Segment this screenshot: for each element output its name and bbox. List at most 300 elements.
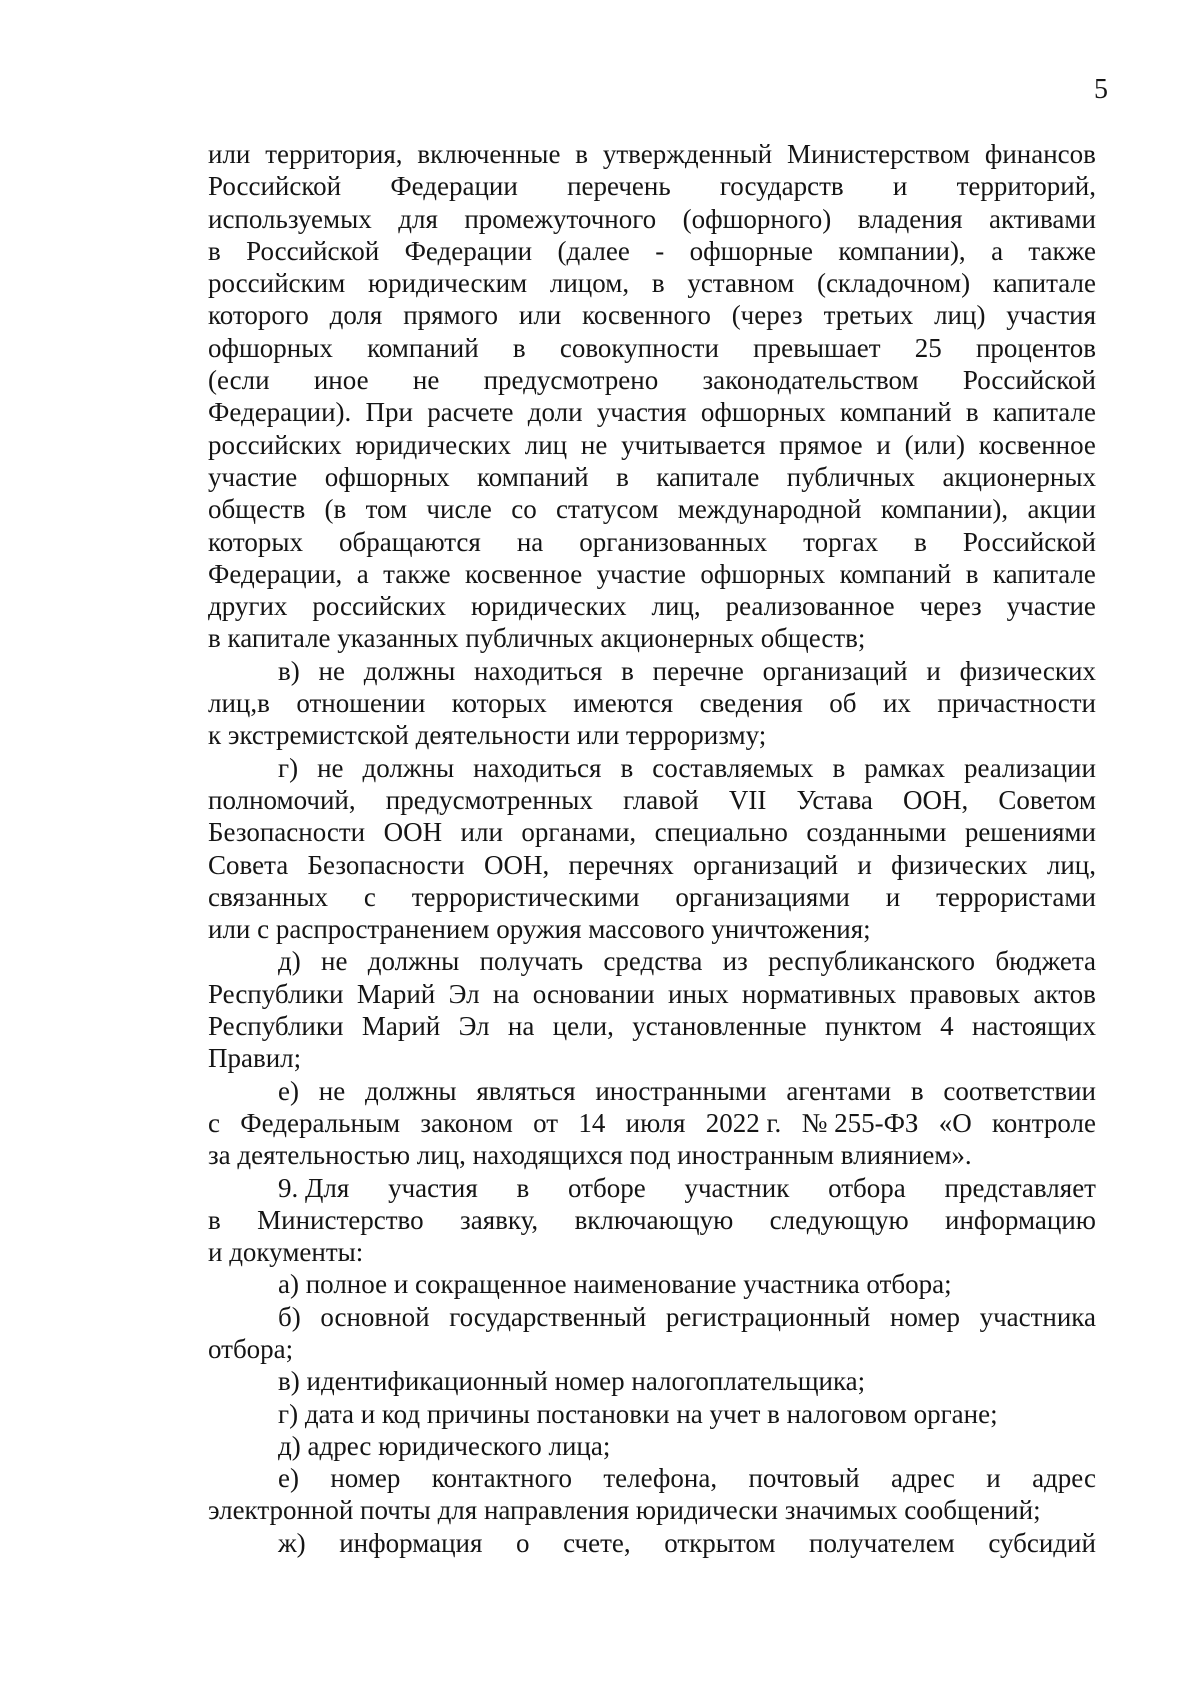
text-fragment: организованных bbox=[579, 526, 768, 557]
text-fragment: Министерством bbox=[786, 139, 971, 169]
text-fragment: в) идентификационный номер налогоплательщика; bbox=[278, 1366, 866, 1397]
text-fragment: совокупности bbox=[559, 332, 719, 363]
text-fragment: прямое bbox=[779, 429, 863, 460]
text-fragment: установленные bbox=[632, 1011, 807, 1042]
text-fragment: Марий bbox=[361, 1011, 441, 1042]
text-fragment: государственный bbox=[449, 1301, 647, 1332]
text-line bbox=[208, 622, 1096, 654]
text-fragment: или bbox=[460, 817, 503, 848]
text-fragment: других bbox=[208, 591, 288, 622]
text-line bbox=[208, 170, 1096, 202]
text-line bbox=[208, 1527, 1096, 1559]
text-fragment: средства bbox=[603, 946, 703, 977]
text-fragment: Федерации, bbox=[208, 558, 343, 589]
text-fragment: ООН bbox=[383, 817, 443, 848]
text-fragment: и bbox=[892, 171, 908, 202]
text-fragment: участие bbox=[208, 461, 298, 492]
text-fragment: владения bbox=[857, 203, 963, 234]
text-fragment: российским bbox=[208, 268, 346, 299]
text-fragment: главой bbox=[623, 784, 699, 815]
text-fragment: е) bbox=[278, 1463, 299, 1494]
text-fragment: г) bbox=[278, 752, 299, 783]
text-fragment: рамках bbox=[864, 752, 945, 783]
text-fragment: контактного bbox=[431, 1463, 572, 1494]
text-fragment: террористами bbox=[936, 881, 1096, 912]
text-fragment: международной bbox=[677, 494, 862, 525]
text-line bbox=[208, 235, 1096, 267]
text-fragment: г) дата и код причины постановки на учет в налоговом органе; bbox=[278, 1398, 998, 1429]
text-fragment: компаний bbox=[839, 558, 952, 589]
text-line bbox=[208, 687, 1096, 719]
text-fragment: 4 bbox=[940, 1011, 954, 1042]
text-fragment: офшорных bbox=[208, 332, 333, 363]
text-fragment: адрес bbox=[1032, 1463, 1096, 1494]
text-fragment: компании), bbox=[838, 235, 966, 266]
text-fragment: с bbox=[363, 881, 376, 912]
text-fragment: а bbox=[991, 235, 1004, 266]
text-fragment: не bbox=[580, 429, 608, 460]
text-fragment: не bbox=[318, 1075, 346, 1106]
text-fragment: республиканского bbox=[768, 946, 976, 977]
text-fragment: в) bbox=[278, 655, 300, 686]
text-fragment: и bbox=[857, 849, 872, 880]
text-fragment: (в bbox=[324, 494, 347, 525]
text-fragment: или bbox=[208, 139, 251, 169]
text-fragment: территорий, bbox=[956, 171, 1096, 202]
text-fragment: из bbox=[722, 946, 748, 977]
text-fragment: обществ bbox=[208, 494, 306, 525]
text-fragment: а) полное и сокращенное наименование участника отбора; bbox=[278, 1269, 952, 1300]
text-line bbox=[208, 1172, 1096, 1204]
text-fragment: субсидий bbox=[988, 1527, 1096, 1558]
text-fragment: российских bbox=[312, 591, 446, 622]
text-fragment: и bbox=[885, 881, 901, 912]
text-fragment: юридических bbox=[355, 429, 511, 460]
text-fragment: офшорные bbox=[689, 235, 813, 266]
text-fragment: информация bbox=[339, 1527, 483, 1558]
text-fragment: Российской bbox=[246, 235, 380, 266]
text-fragment: реализации bbox=[963, 752, 1096, 783]
text-fragment: д) адрес юридического лица; bbox=[278, 1430, 611, 1461]
text-fragment: для bbox=[398, 203, 438, 234]
text-fragment: настоящих bbox=[971, 1011, 1096, 1042]
text-fragment: - bbox=[655, 235, 665, 266]
text-fragment: капитале bbox=[992, 397, 1096, 428]
text-fragment: включающую bbox=[574, 1204, 734, 1235]
text-fragment: «О bbox=[938, 1107, 972, 1138]
text-fragment: ж) bbox=[278, 1527, 306, 1558]
text-fragment: (складочном) bbox=[816, 268, 971, 299]
text-fragment: номер bbox=[889, 1301, 960, 1332]
text-fragment: открытом bbox=[664, 1527, 776, 1558]
text-fragment: капитале bbox=[992, 268, 1096, 299]
text-fragment: утвержденный bbox=[602, 139, 773, 169]
text-fragment: 9. Для bbox=[278, 1172, 350, 1203]
text-fragment: лиц bbox=[524, 429, 568, 460]
text-fragment: которого bbox=[208, 300, 309, 331]
text-fragment: Устава bbox=[796, 784, 873, 815]
text-fragment: цели, bbox=[552, 1011, 614, 1042]
text-fragment: финансов bbox=[984, 139, 1096, 169]
text-fragment: регистрационный bbox=[665, 1301, 871, 1332]
text-fragment: в bbox=[965, 397, 979, 428]
text-line bbox=[208, 332, 1096, 364]
text-fragment: Безопасности bbox=[208, 817, 366, 848]
text-fragment: участие bbox=[596, 558, 686, 589]
text-fragment: участник bbox=[684, 1172, 790, 1203]
text-fragment: которых bbox=[208, 526, 303, 557]
text-fragment: е) bbox=[278, 1075, 299, 1106]
text-fragment: 25 bbox=[914, 332, 942, 363]
text-line bbox=[208, 1301, 1096, 1333]
text-fragment: лиц,в bbox=[208, 688, 270, 719]
text-fragment: не bbox=[318, 655, 345, 686]
text-fragment: третьих bbox=[823, 300, 914, 331]
text-line bbox=[208, 913, 1096, 945]
text-fragment: Российской bbox=[208, 171, 342, 202]
text-fragment: в bbox=[512, 332, 526, 363]
text-fragment: активами bbox=[989, 203, 1096, 234]
text-fragment: юридических bbox=[470, 591, 627, 622]
text-fragment: на bbox=[492, 978, 520, 1009]
text-fragment: капитале bbox=[656, 461, 760, 492]
text-fragment: имеются bbox=[573, 688, 674, 719]
text-fragment: иностранными bbox=[595, 1075, 767, 1106]
text-line bbox=[208, 1010, 1096, 1042]
text-fragment: в капитале указанных публичных акционерных обществ; bbox=[208, 623, 866, 654]
text-fragment: учитывается bbox=[621, 429, 766, 460]
text-line bbox=[208, 1462, 1096, 1494]
text-fragment: обращаются bbox=[338, 526, 481, 557]
text-fragment: пунктом bbox=[825, 1011, 922, 1042]
text-fragment: законом bbox=[420, 1107, 513, 1138]
text-fragment: офшорных bbox=[700, 558, 826, 589]
text-fragment: контроле bbox=[992, 1107, 1096, 1138]
text-fragment: организаций bbox=[693, 849, 839, 880]
text-fragment: Правил; bbox=[208, 1043, 302, 1074]
text-fragment: лицом, bbox=[549, 268, 630, 299]
text-fragment: актов bbox=[1033, 978, 1096, 1009]
text-line bbox=[208, 590, 1096, 622]
text-fragment: и документы: bbox=[208, 1237, 364, 1268]
text-fragment: том bbox=[365, 494, 408, 525]
text-fragment: юридическим bbox=[367, 268, 528, 299]
text-fragment: (далее bbox=[557, 235, 630, 266]
text-fragment: компаний bbox=[367, 332, 479, 363]
text-fragment: находиться bbox=[473, 752, 602, 783]
text-line bbox=[208, 1204, 1096, 1236]
text-fragment: созданными bbox=[806, 817, 947, 848]
text-fragment: предусмотрено bbox=[483, 365, 659, 396]
text-fragment: не bbox=[317, 752, 344, 783]
text-fragment: законодательством bbox=[702, 365, 919, 396]
text-fragment: участника bbox=[979, 1301, 1096, 1332]
text-fragment: агентами bbox=[786, 1075, 892, 1106]
text-fragment: и bbox=[876, 429, 891, 460]
text-fragment: Российской bbox=[962, 365, 1096, 396]
text-line bbox=[208, 299, 1096, 331]
text-fragment: Марий bbox=[356, 978, 436, 1009]
text-line bbox=[208, 138, 1096, 170]
text-fragment: организаций bbox=[762, 655, 908, 686]
text-fragment: доля bbox=[329, 300, 383, 331]
text-fragment: также bbox=[1028, 235, 1096, 266]
text-fragment: (через bbox=[731, 300, 803, 331]
text-line bbox=[208, 429, 1096, 461]
text-fragment: прямого bbox=[403, 300, 499, 331]
text-fragment: организациями bbox=[675, 881, 850, 912]
text-fragment: почтовый bbox=[748, 1463, 860, 1494]
text-fragment: в bbox=[910, 1075, 924, 1106]
text-fragment: участие bbox=[1006, 591, 1096, 622]
text-fragment: о bbox=[516, 1527, 530, 1558]
text-fragment: статусом bbox=[556, 494, 659, 525]
text-line bbox=[208, 1042, 1096, 1074]
text-fragment: их bbox=[882, 688, 911, 719]
text-fragment: адрес bbox=[890, 1463, 955, 1494]
text-fragment: об bbox=[829, 688, 857, 719]
text-fragment: соответствии bbox=[943, 1075, 1096, 1106]
text-fragment: отборе bbox=[568, 1172, 646, 1203]
text-fragment: отбора bbox=[828, 1172, 906, 1203]
text-fragment: физических bbox=[891, 849, 1028, 880]
text-fragment: компаний bbox=[840, 397, 952, 428]
text-fragment: Федерации bbox=[404, 235, 533, 266]
text-fragment: используемых bbox=[208, 203, 372, 234]
text-line bbox=[208, 1365, 1096, 1397]
text-fragment: и bbox=[926, 655, 941, 686]
text-fragment: 14 bbox=[578, 1107, 606, 1138]
text-fragment: решениями bbox=[964, 817, 1096, 848]
text-fragment: Республики bbox=[208, 1011, 344, 1042]
text-line bbox=[208, 881, 1096, 913]
text-fragment: полномочий, bbox=[208, 784, 356, 815]
text-fragment: акции bbox=[1027, 494, 1096, 525]
text-fragment: офшорных bbox=[324, 461, 450, 492]
text-line bbox=[208, 752, 1096, 784]
text-fragment: за деятельностью лиц, находящихся под иностранным влиянием». bbox=[208, 1140, 972, 1171]
text-fragment: или с распространением оружия массового уничтожения; bbox=[208, 914, 871, 945]
text-fragment: № 255-ФЗ bbox=[801, 1107, 919, 1138]
text-fragment: отношении bbox=[296, 688, 426, 719]
text-fragment: являться bbox=[476, 1075, 576, 1106]
text-fragment: причастности bbox=[937, 688, 1096, 719]
text-fragment: Эл bbox=[448, 978, 480, 1009]
text-line bbox=[208, 461, 1096, 493]
text-fragment: компании), bbox=[880, 494, 1009, 525]
text-line bbox=[208, 396, 1096, 428]
text-fragment: связанных bbox=[208, 881, 328, 912]
text-fragment: публичных bbox=[786, 461, 915, 492]
text-fragment: следующую bbox=[769, 1204, 909, 1235]
text-fragment: лиц, bbox=[651, 591, 701, 622]
text-fragment: и bbox=[986, 1463, 1001, 1494]
text-fragment: сведения bbox=[699, 688, 803, 719]
text-fragment: доли bbox=[527, 397, 583, 428]
text-fragment: должны bbox=[362, 752, 455, 783]
text-fragment: не bbox=[321, 946, 348, 977]
text-fragment: предусмотренных bbox=[385, 784, 593, 815]
text-fragment: со bbox=[511, 494, 537, 525]
text-fragment: Безопасности bbox=[307, 849, 465, 880]
text-fragment: должны bbox=[363, 655, 456, 686]
text-fragment: электронной почты для направления юридически значимых сообщений; bbox=[208, 1495, 1041, 1526]
text-fragment: с bbox=[208, 1107, 220, 1138]
text-fragment: участия bbox=[1006, 300, 1096, 331]
text-line bbox=[208, 1268, 1096, 1300]
text-fragment: в bbox=[516, 1172, 530, 1203]
text-fragment: участия bbox=[596, 397, 687, 428]
text-fragment: д) bbox=[278, 946, 301, 977]
text-line bbox=[208, 1430, 1096, 1462]
text-fragment: террористическими bbox=[411, 881, 640, 912]
text-line bbox=[208, 526, 1096, 558]
text-fragment: в bbox=[914, 526, 927, 557]
text-line bbox=[208, 1075, 1096, 1107]
text-fragment: информацию bbox=[945, 1204, 1096, 1235]
text-fragment: Советом bbox=[998, 784, 1096, 815]
text-fragment: расчете bbox=[427, 397, 514, 428]
text-fragment: должны bbox=[367, 946, 460, 977]
text-fragment: акционерных bbox=[942, 461, 1096, 492]
text-fragment: перечень bbox=[567, 171, 671, 202]
text-fragment: через bbox=[919, 591, 982, 622]
text-line bbox=[208, 203, 1096, 235]
text-fragment: иное bbox=[313, 365, 369, 396]
text-fragment: Федерации). bbox=[208, 397, 352, 428]
text-fragment: в bbox=[208, 235, 221, 266]
text-fragment: которых bbox=[451, 688, 547, 719]
text-line bbox=[208, 945, 1096, 977]
text-line bbox=[208, 267, 1096, 299]
text-fragment: При bbox=[365, 397, 413, 428]
text-fragment: специально bbox=[654, 817, 788, 848]
text-fragment: представляет bbox=[944, 1172, 1096, 1203]
text-fragment: торгах bbox=[803, 526, 879, 557]
text-fragment: (если bbox=[208, 365, 270, 396]
text-fragment: получателем bbox=[809, 1527, 955, 1558]
text-fragment: отбора; bbox=[208, 1333, 294, 1364]
text-fragment: на bbox=[507, 1011, 535, 1042]
text-line bbox=[208, 784, 1096, 816]
text-line bbox=[208, 849, 1096, 881]
text-fragment: российских bbox=[208, 429, 342, 460]
text-fragment: реализованное bbox=[725, 591, 895, 622]
text-fragment: составляемых bbox=[652, 752, 814, 783]
text-line bbox=[208, 558, 1096, 590]
text-fragment: Федеральным bbox=[240, 1107, 401, 1138]
text-fragment: к экстремистской деятельности или терроризму; bbox=[208, 720, 767, 751]
text-fragment: основании bbox=[532, 978, 655, 1009]
text-fragment: (или) bbox=[904, 429, 965, 460]
text-fragment: нормативных bbox=[741, 978, 897, 1009]
text-fragment: офшорных bbox=[700, 397, 826, 428]
text-line bbox=[208, 1494, 1096, 1526]
page-number: 5 bbox=[1094, 74, 1108, 105]
text-fragment: в bbox=[575, 139, 589, 169]
text-fragment: физических bbox=[959, 655, 1096, 686]
text-fragment: получать bbox=[479, 946, 584, 977]
text-line bbox=[208, 1236, 1096, 1268]
text-fragment: капитале bbox=[992, 558, 1096, 589]
text-fragment: включенные bbox=[417, 139, 561, 169]
text-line bbox=[208, 493, 1096, 525]
text-fragment: б) bbox=[278, 1301, 301, 1332]
text-fragment: (офшорного) bbox=[682, 203, 832, 234]
text-fragment: бюджета bbox=[995, 946, 1096, 977]
text-fragment: телефона, bbox=[603, 1463, 718, 1494]
text-fragment: счете, bbox=[563, 1527, 631, 1558]
text-fragment: в bbox=[621, 655, 634, 686]
text-fragment: заявку, bbox=[460, 1204, 539, 1235]
text-fragment: от bbox=[533, 1107, 559, 1138]
text-fragment: Российской bbox=[962, 526, 1096, 557]
text-fragment: Совета bbox=[208, 849, 289, 880]
text-fragment: находиться bbox=[474, 655, 603, 686]
text-fragment: июля bbox=[625, 1107, 686, 1138]
text-fragment: в bbox=[208, 1204, 221, 1235]
text-line bbox=[208, 816, 1096, 848]
text-fragment: перечне bbox=[652, 655, 744, 686]
text-fragment: ООН, bbox=[902, 784, 969, 815]
text-fragment: ООН, bbox=[483, 849, 550, 880]
text-fragment: в bbox=[616, 461, 629, 492]
text-fragment: VII bbox=[728, 784, 767, 815]
text-fragment: в bbox=[965, 558, 979, 589]
text-fragment: уставном bbox=[687, 268, 795, 299]
text-line bbox=[208, 1139, 1096, 1171]
document-body bbox=[208, 138, 1096, 1559]
text-line bbox=[208, 1398, 1096, 1430]
text-fragment: также bbox=[383, 558, 451, 589]
text-fragment: или bbox=[518, 300, 562, 331]
text-fragment: числе bbox=[426, 494, 492, 525]
text-fragment: в bbox=[832, 752, 846, 783]
text-fragment: органами, bbox=[521, 817, 637, 848]
text-fragment: превышает bbox=[753, 332, 881, 363]
text-fragment: 2022 г. bbox=[705, 1107, 782, 1138]
text-fragment: номер bbox=[330, 1463, 401, 1494]
text-fragment: компаний bbox=[477, 461, 589, 492]
text-fragment: а bbox=[356, 558, 369, 589]
text-fragment: процентов bbox=[975, 332, 1096, 363]
text-fragment: участия bbox=[388, 1172, 478, 1203]
text-fragment: Эл bbox=[458, 1011, 490, 1042]
text-fragment: Республики bbox=[208, 978, 344, 1009]
text-fragment: лиц) bbox=[934, 300, 986, 331]
text-fragment: перечнях bbox=[568, 849, 674, 880]
text-fragment: в bbox=[651, 268, 665, 299]
text-line bbox=[208, 1333, 1096, 1365]
text-fragment: в bbox=[620, 752, 634, 783]
text-fragment: на bbox=[516, 526, 544, 557]
text-fragment: территория, bbox=[265, 139, 403, 169]
text-line bbox=[208, 1107, 1096, 1139]
text-line bbox=[208, 655, 1096, 687]
text-fragment: основной bbox=[320, 1301, 430, 1332]
text-line bbox=[208, 719, 1096, 751]
text-fragment: Министерство bbox=[257, 1204, 424, 1235]
text-fragment: Федерации bbox=[390, 171, 518, 202]
text-fragment: промежуточного bbox=[464, 203, 657, 234]
text-fragment: лиц, bbox=[1046, 849, 1096, 880]
text-fragment: косвенное bbox=[978, 429, 1096, 460]
text-fragment: государств bbox=[719, 171, 844, 202]
text-fragment: должны bbox=[364, 1075, 457, 1106]
text-fragment: иных bbox=[668, 978, 729, 1009]
text-line bbox=[208, 978, 1096, 1010]
text-fragment: правовых bbox=[909, 978, 1021, 1009]
